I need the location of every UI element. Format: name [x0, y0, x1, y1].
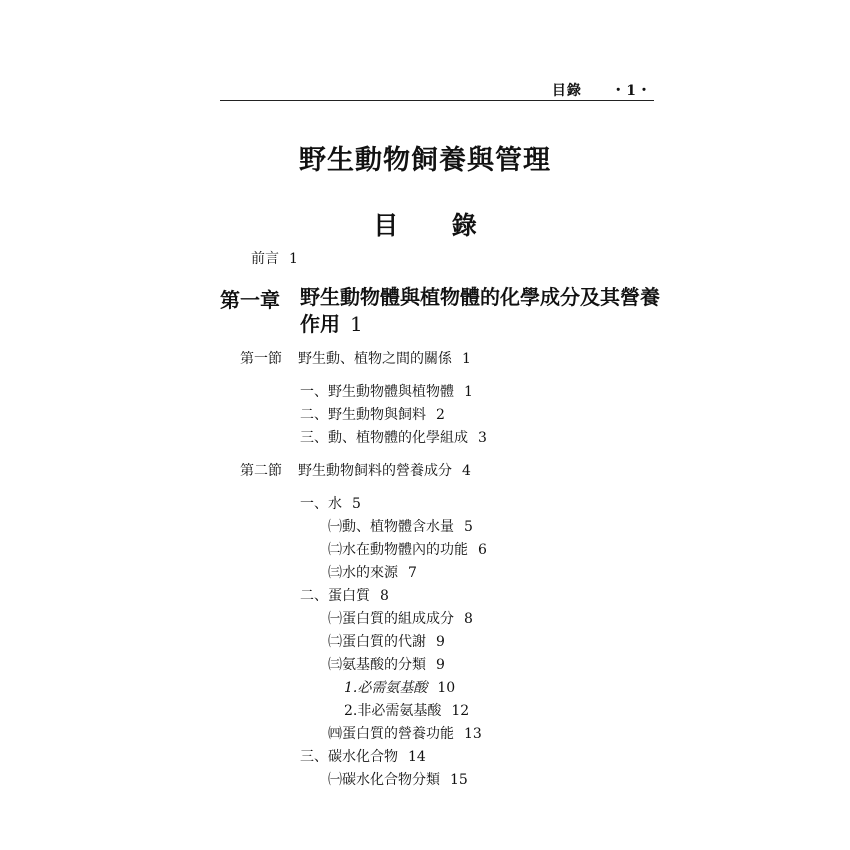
toc-item[interactable]	[300, 493, 361, 513]
toc-entry-section-2[interactable]	[298, 460, 471, 480]
toc-entry-page: 1	[289, 251, 298, 267]
running-head-label: 目錄	[551, 83, 582, 99]
toc-item-page: 9	[436, 634, 445, 650]
section-title: 野生動物飼料的營養成分	[298, 463, 452, 479]
running-head	[552, 80, 652, 100]
toc-item-text: ㈣蛋白質的營養功能	[328, 726, 454, 742]
toc-entry-label: 前言	[251, 251, 279, 267]
toc-entry-section-1[interactable]	[298, 348, 471, 368]
chapter-label: 第一章	[220, 288, 280, 312]
toc-item-page: 15	[450, 772, 468, 788]
book-title: 野生動物飼養與管理	[299, 145, 551, 176]
toc-item-page: 8	[380, 588, 389, 604]
toc-item-text: 1.必需氨基酸	[344, 680, 428, 696]
toc-item-text: 2.非必需氨基酸	[344, 703, 442, 719]
toc-item-page: 6	[478, 542, 487, 558]
toc-item-text: 一、野生動物體與植物體	[300, 384, 454, 400]
section-label: 第二節	[240, 463, 282, 479]
toc-item-page: 1	[464, 384, 473, 400]
toc-item-text: 三、碳水化合物	[300, 749, 398, 765]
toc-item-text: ㈠動、植物體含水量	[328, 519, 454, 535]
toc-item-text: ㈢水的來源	[328, 565, 398, 581]
toc-item-page: 2	[436, 407, 445, 423]
toc-item[interactable]	[300, 381, 473, 401]
section-title: 野生動、植物之間的關係	[298, 351, 452, 367]
toc-item-page: 10	[437, 680, 456, 696]
toc-item[interactable]	[328, 769, 468, 789]
toc-item[interactable]	[328, 723, 482, 743]
toc-item-text: ㈡蛋白質的代謝	[328, 634, 426, 650]
toc-item-text: 二、蛋白質	[300, 588, 370, 604]
toc-item[interactable]	[344, 677, 455, 697]
toc-heading-left: 目	[373, 211, 399, 240]
toc-item-text: ㈠蛋白質的組成成分	[328, 611, 454, 627]
chapter-title: 野生動物體與植物體的化學成分及其營養作用	[300, 285, 660, 336]
toc-item[interactable]	[328, 539, 487, 559]
toc-item-page: 5	[464, 519, 473, 535]
toc-entry-preface[interactable]	[251, 248, 298, 268]
header-rule	[220, 100, 654, 101]
section-page: 4	[462, 463, 471, 479]
toc-item-text: 二、野生動物與飼料	[300, 407, 426, 423]
toc-item-page: 8	[464, 611, 473, 627]
toc-item-text: ㈡水在動物體內的功能	[328, 542, 468, 558]
toc-item[interactable]	[300, 427, 487, 447]
toc-item-text: ㈠碳水化合物分類	[328, 772, 440, 788]
toc-item-page: 7	[408, 565, 417, 581]
section-page: 1	[462, 351, 471, 367]
toc-item[interactable]	[344, 700, 469, 720]
toc-item-page: 13	[464, 726, 482, 742]
toc-item-page: 12	[451, 703, 470, 719]
toc-item[interactable]	[328, 562, 417, 582]
toc-item[interactable]	[300, 746, 426, 766]
toc-item-page: 9	[436, 657, 445, 673]
toc-item[interactable]	[328, 516, 473, 536]
toc-item[interactable]	[328, 654, 445, 674]
chapter-page: 1	[350, 312, 363, 336]
toc-item-text: 一、水	[300, 496, 342, 512]
toc-heading	[0, 206, 850, 242]
toc-entry-chapter-1[interactable]	[300, 284, 660, 338]
toc-heading-right: 錄	[451, 211, 477, 240]
toc-item-page: 14	[408, 749, 426, 765]
toc-item[interactable]	[300, 404, 445, 424]
toc-item[interactable]	[300, 585, 389, 605]
toc-item-text: ㈢氨基酸的分類	[328, 657, 426, 673]
section-label: 第一節	[240, 351, 282, 367]
toc-item[interactable]	[328, 631, 445, 651]
toc-item-page: 5	[352, 496, 361, 512]
toc-item[interactable]	[328, 608, 473, 628]
toc-item-page: 3	[478, 430, 487, 446]
running-head-page: ・1・	[611, 83, 652, 99]
toc-item-text: 三、動、植物體的化學組成	[300, 430, 468, 446]
